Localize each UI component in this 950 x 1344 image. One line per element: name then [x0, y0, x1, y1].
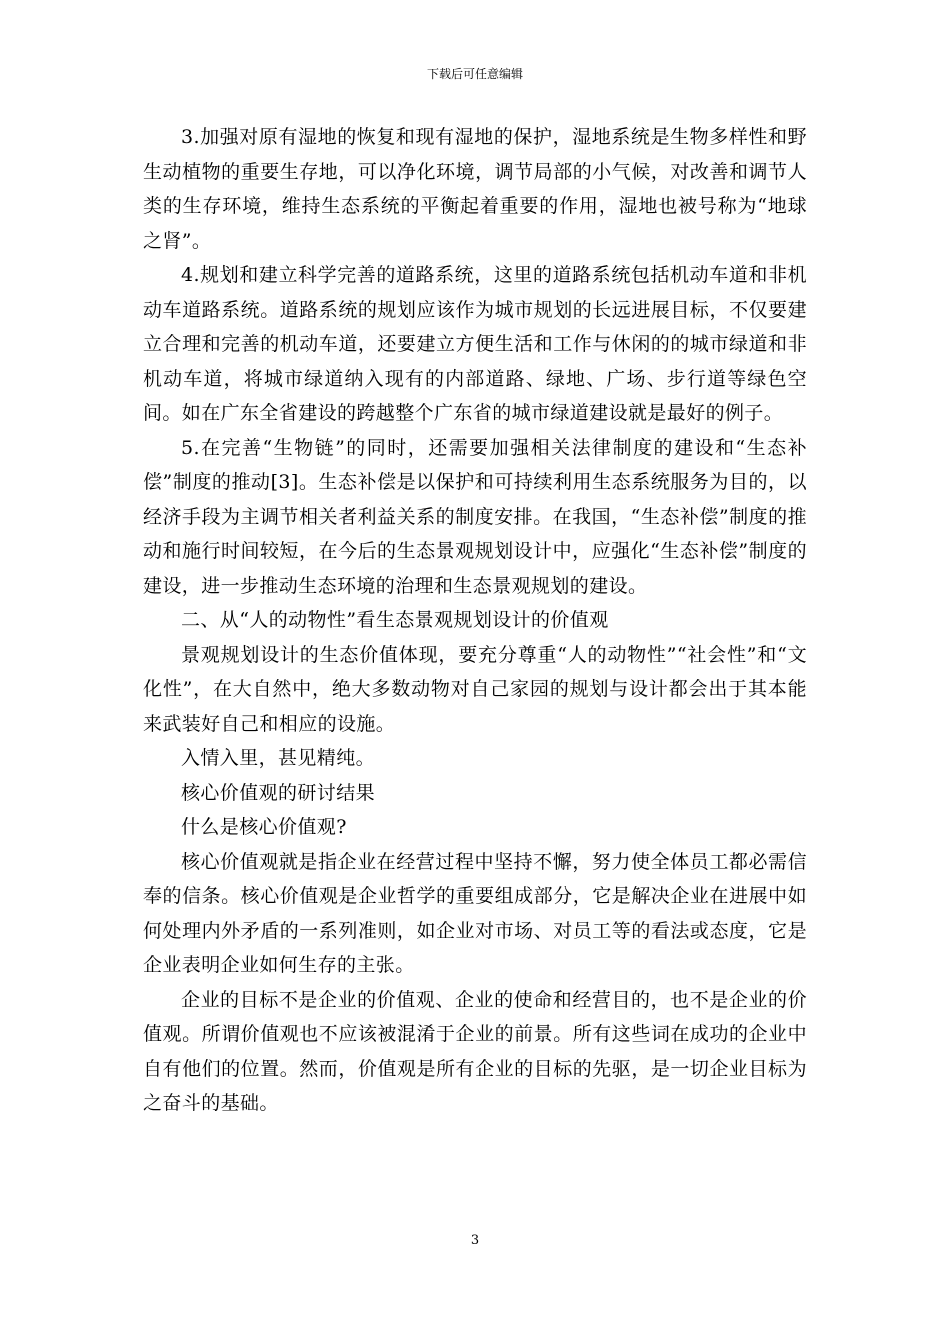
paragraph-eco-compensation: 5.在完善“生物链”的同时，还需要加强相关法律制度的建设和“生态补偿”制度的推动[3]。生态补偿是以保护和可持续利用生态系统服务为目的，以经济手段为主调节相关者利益关系的制度安排。在我国，“生态补偿”制度的推动和施行时间较短，在今后的生态景观规划设计中，应强化“生态补偿”制度的建设，进一步推动生态环境的治理和生态景观规划的建设。	[143, 436, 807, 597]
subheading-core-values-result: 核心价值观的研讨结果	[181, 781, 376, 804]
page-number: 3	[470, 1233, 480, 1248]
paragraph-short-remark: 入情入里，甚见精纯。	[181, 747, 376, 769]
page-header: 下载后可任意编辑	[426, 67, 523, 81]
subheading-what-is-core-values: 什么是核心价值观?	[181, 816, 347, 838]
section-heading-animal-nature: 二、从“人的动物性”看生态景观规划设计的价值观	[181, 609, 609, 631]
document-body	[143, 120, 807, 1121]
paragraph-landscape-value: 景观规划设计的生态价值体现，要充分尊重“人的动物性”“社会性”和“文化性”，在大自然中，绝大多数动物对自己家园的规划与设计都会出于其本能来武装好自己和相应的设施。	[143, 643, 807, 735]
paragraph-enterprise-goals: 企业的目标不是企业的价值观、企业的使命和经营目的，也不是企业的价值观。所谓价值观也不应该被混淆于企业的前景。所有这些词在成功的企业中自有他们的位置。然而，价值观是所有企业的目标的先驱，是一切企业目标为之奋斗的基础。	[143, 988, 807, 1114]
paragraph-road-system: 4.规划和建立科学完善的道路系统，这里的道路系统包括机动车道和非机动车道路系统。道路系统的规划应该作为城市规划的长远进展目标，不仅要建立合理和完善的机动车道，还要建立方便生活和工作与休闲的的城市绿道和非机动车道，将城市绿道纳入现有的内部道路、绿地、广场、步行道等绿色空间。如在广东全省建设的跨越整个广东省的城市绿道建设就是最好的例子。	[143, 264, 807, 424]
paragraph-wetland-protection: 3.加强对原有湿地的恢复和现有湿地的保护，湿地系统是生物多样性和野生动植物的重要生存地，可以净化环境，调节局部的小气候，对改善和调节人类的生存环境，维持生态系统的平衡起着重要的作用，湿地也被号称为“地球之肾”。	[143, 126, 807, 252]
paragraph-core-values-definition: 核心价值观就是指企业在经营过程中坚持不懈，努力使全体员工都必需信奉的信条。核心价值观是企业哲学的重要组成部分，它是解决企业在进展中如何处理内外矛盾的一系列准则，如企业对市场、对员工等的看法或态度，它是企业表明企业如何生存的主张。	[143, 850, 807, 976]
